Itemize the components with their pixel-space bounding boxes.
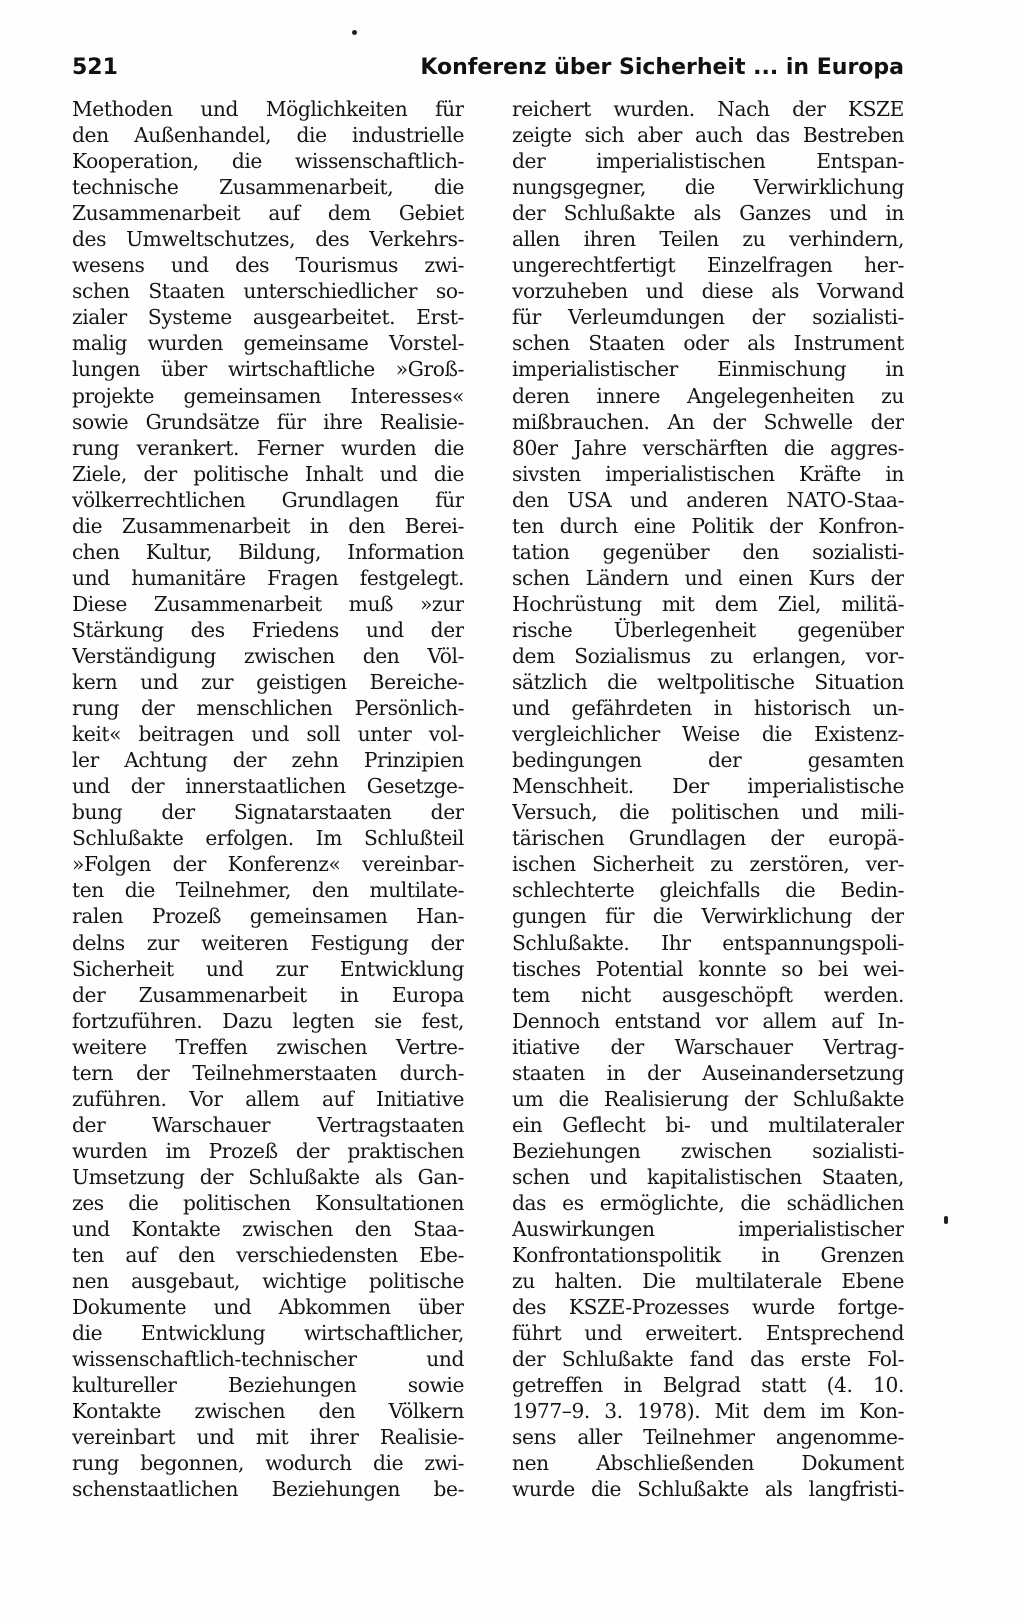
text-line: ein Geflecht bi- und multilateraler bbox=[512, 1112, 904, 1137]
text-line: Zusammenarbeit auf dem Gebiet bbox=[72, 201, 464, 226]
text-line: nungsgegner, die Verwirklichung bbox=[512, 175, 904, 200]
text-line: vergleichlicher Weise die Existenz- bbox=[512, 722, 904, 747]
text-line: und gefährdeten in historisch un- bbox=[512, 696, 904, 721]
text-line: wesens und des Tourismus zwi- bbox=[72, 253, 464, 278]
text-line: sivsten imperialistischen Kräfte in bbox=[512, 461, 904, 486]
text-line: Beziehungen zwischen sozialisti- bbox=[512, 1138, 904, 1163]
text-line: zuführen. Vor allem auf Initiative bbox=[72, 1086, 464, 1111]
page-header bbox=[72, 50, 904, 86]
text-line: tisches Potential konnte so bei wei- bbox=[512, 956, 904, 981]
text-line: Verständigung zwischen den Völ- bbox=[72, 643, 464, 668]
text-line: bedingungen der gesamten bbox=[512, 748, 904, 773]
text-line: ten die Teilnehmer, den multilate- bbox=[72, 878, 464, 903]
text-line: ischen Sicherheit zu zerstören, ver- bbox=[512, 852, 904, 877]
text-line: Hochrüstung mit dem Ziel, militä- bbox=[512, 591, 904, 616]
text-line: schen Staaten unterschiedlicher so- bbox=[72, 279, 464, 304]
text-line: des KSZE-Prozesses wurde fortge- bbox=[512, 1295, 904, 1320]
text-line: der imperialistischen Entspan- bbox=[512, 149, 904, 174]
text-line: projekte gemeinsamen Interesses« bbox=[72, 383, 464, 408]
text-line: tem nicht ausgeschöpft werden. bbox=[512, 982, 904, 1007]
text-line: weitere Treffen zwischen Vertre- bbox=[72, 1034, 464, 1059]
text-line: Ziele, der politische Inhalt und die bbox=[72, 461, 464, 486]
text-line: vorzuheben und diese als Vorwand bbox=[512, 279, 904, 304]
text-line: Diese Zusammenarbeit muß »zur bbox=[72, 591, 464, 616]
text-line: mißbrauchen. An der Schwelle der bbox=[512, 409, 904, 434]
text-line: »Folgen der Konferenz« vereinbar- bbox=[72, 852, 464, 877]
text-line: und Kontakte zwischen den Staa- bbox=[72, 1217, 464, 1242]
text-line: rung begonnen, wodurch die zwi- bbox=[72, 1451, 464, 1476]
text-line: malig wurden gemeinsame Vorstel- bbox=[72, 331, 464, 356]
text-line: sätzlich die weltpolitische Situation bbox=[512, 670, 904, 695]
text-line: technische Zusammenarbeit, die bbox=[72, 175, 464, 200]
text-line: 80er Jahre verschärften die aggres- bbox=[512, 435, 904, 460]
text-line: das es ermöglichte, die schädlichen bbox=[512, 1190, 904, 1215]
text-line: Kontakte zwischen den Völkern bbox=[72, 1399, 464, 1424]
text-line: reichert wurden. Nach der KSZE bbox=[512, 97, 904, 121]
page-number: 521 bbox=[72, 55, 118, 80]
print-speck bbox=[352, 30, 357, 35]
text-line: zes die politischen Konsultationen bbox=[72, 1190, 464, 1215]
text-line: die Zusammenarbeit in den Berei- bbox=[72, 513, 464, 538]
text-line: Sicherheit und zur Entwicklung bbox=[72, 956, 464, 981]
text-line: die Entwicklung wirtschaftlicher, bbox=[72, 1321, 464, 1346]
text-line: schen Staaten oder als Instrument bbox=[512, 331, 904, 356]
text-line: rung der menschlichen Persönlich- bbox=[72, 696, 464, 721]
text-line: des Umweltschutzes, des Verkehrs- bbox=[72, 227, 464, 252]
print-speck bbox=[944, 1216, 948, 1224]
text-line: tation gegenüber den sozialisti- bbox=[512, 539, 904, 564]
text-line: schen Ländern und einen Kurs der bbox=[512, 565, 904, 590]
text-line: zialer Systeme ausgearbeitet. Erst- bbox=[72, 305, 464, 330]
text-line: 1977–9. 3. 1978). Mit dem im Kon- bbox=[512, 1399, 904, 1424]
text-line: getreffen in Belgrad statt (4. 10. bbox=[512, 1373, 904, 1398]
text-line: lungen über wirtschaftliche »Groß- bbox=[72, 357, 464, 382]
text-line: zu halten. Die multilaterale Ebene bbox=[512, 1269, 904, 1294]
text-line: imperialistischer Einmischung in bbox=[512, 357, 904, 382]
text-line: Versuch, die politischen und mili- bbox=[512, 800, 904, 825]
text-line: Schlußakte. Ihr entspannungspoli- bbox=[512, 930, 904, 955]
text-line: delns zur weiteren Festigung der bbox=[72, 930, 464, 955]
text-line: Dokumente und Abkommen über bbox=[72, 1295, 464, 1320]
text-line: bung der Signatarstaaten der bbox=[72, 800, 464, 825]
text-line: Umsetzung der Schlußakte als Gan- bbox=[72, 1164, 464, 1189]
text-line: ralen Prozeß gemeinsamen Han- bbox=[72, 904, 464, 929]
text-line: der Warschauer Vertragstaaten bbox=[72, 1112, 464, 1137]
text-line: dem Sozialismus zu erlangen, vor- bbox=[512, 643, 904, 668]
text-line: wurde die Schlußakte als langfristi- bbox=[512, 1477, 904, 1502]
text-line: ten durch eine Politik der Konfron- bbox=[512, 513, 904, 538]
text-line: Kooperation, die wissenschaftlich- bbox=[72, 149, 464, 174]
text-line: und der innerstaatlichen Gesetzge- bbox=[72, 774, 464, 799]
text-line: für Verleumdungen der sozialisti- bbox=[512, 305, 904, 330]
text-line: der Schlußakte fand das erste Fol- bbox=[512, 1347, 904, 1372]
right-text-column bbox=[512, 96, 904, 1503]
text-line: Stärkung des Friedens und der bbox=[72, 617, 464, 642]
text-line: völkerrechtlichen Grundlagen für bbox=[72, 487, 464, 512]
text-line: wurden im Prozeß der praktischen bbox=[72, 1138, 464, 1163]
text-line: zeigte sich aber auch das Bestreben bbox=[512, 123, 904, 148]
text-line: schlechterte gleichfalls die Bedin- bbox=[512, 878, 904, 903]
text-line: der Schlußakte als Ganzes und in bbox=[512, 201, 904, 226]
text-line: sowie Grundsätze für ihre Realisie- bbox=[72, 409, 464, 434]
text-line: itiative der Warschauer Vertrag- bbox=[512, 1034, 904, 1059]
text-line: Dennoch entstand vor allem auf In- bbox=[512, 1008, 904, 1033]
text-line: tern der Teilnehmerstaaten durch- bbox=[72, 1060, 464, 1085]
text-line: allen ihren Teilen zu verhindern, bbox=[512, 227, 904, 252]
text-line: rische Überlegenheit gegenüber bbox=[512, 617, 904, 642]
text-line: den USA und anderen NATO-Staa- bbox=[512, 487, 904, 512]
text-line: Menschheit. Der imperialistische bbox=[512, 774, 904, 799]
text-line: ungerechtfertigt Einzelfragen her- bbox=[512, 253, 904, 278]
text-line: kultureller Beziehungen sowie bbox=[72, 1373, 464, 1398]
text-line: vereinbart und mit ihrer Realisie- bbox=[72, 1425, 464, 1450]
text-line: nen ausgebaut, wichtige politische bbox=[72, 1269, 464, 1294]
text-line: gungen für die Verwirklichung der bbox=[512, 904, 904, 929]
text-line: Konfrontationspolitik in Grenzen bbox=[512, 1243, 904, 1268]
text-line: um die Realisierung der Schlußakte bbox=[512, 1086, 904, 1111]
left-text-column bbox=[72, 96, 464, 1503]
text-line: führt und erweitert. Entsprechend bbox=[512, 1321, 904, 1346]
text-line: Auswirkungen imperialistischer bbox=[512, 1217, 904, 1242]
text-line: chen Kultur, Bildung, Information bbox=[72, 539, 464, 564]
running-title: Konferenz über Sicherheit ... in Europa bbox=[420, 55, 904, 80]
text-line: und humanitäre Fragen festgelegt. bbox=[72, 565, 464, 590]
text-line: fortzuführen. Dazu legten sie fest, bbox=[72, 1008, 464, 1033]
text-line: kern und zur geistigen Bereiche- bbox=[72, 670, 464, 695]
text-line: rung verankert. Ferner wurden die bbox=[72, 435, 464, 460]
text-line: ten auf den verschiedensten Ebe- bbox=[72, 1243, 464, 1268]
text-line: schenstaatlichen Beziehungen be- bbox=[72, 1477, 464, 1502]
text-line: staaten in der Auseinandersetzung bbox=[512, 1060, 904, 1085]
text-line: den Außenhandel, die industrielle bbox=[72, 123, 464, 148]
text-line: keit« beitragen und soll unter vol- bbox=[72, 722, 464, 747]
text-line: wissenschaftlich-technischer und bbox=[72, 1347, 464, 1372]
text-line: sens aller Teilnehmer angenomme- bbox=[512, 1425, 904, 1450]
text-line: Schlußakte erfolgen. Im Schlußteil bbox=[72, 826, 464, 851]
text-line: tärischen Grundlagen der europä- bbox=[512, 826, 904, 851]
text-line: der Zusammenarbeit in Europa bbox=[72, 982, 464, 1007]
text-line: nen Abschließenden Dokument bbox=[512, 1451, 904, 1476]
text-line: ler Achtung der zehn Prinzipien bbox=[72, 748, 464, 773]
text-line: schen und kapitalistischen Staaten, bbox=[512, 1164, 904, 1189]
text-line: Methoden und Möglichkeiten für bbox=[72, 97, 464, 121]
text-line: deren innere Angelegenheiten zu bbox=[512, 383, 904, 408]
